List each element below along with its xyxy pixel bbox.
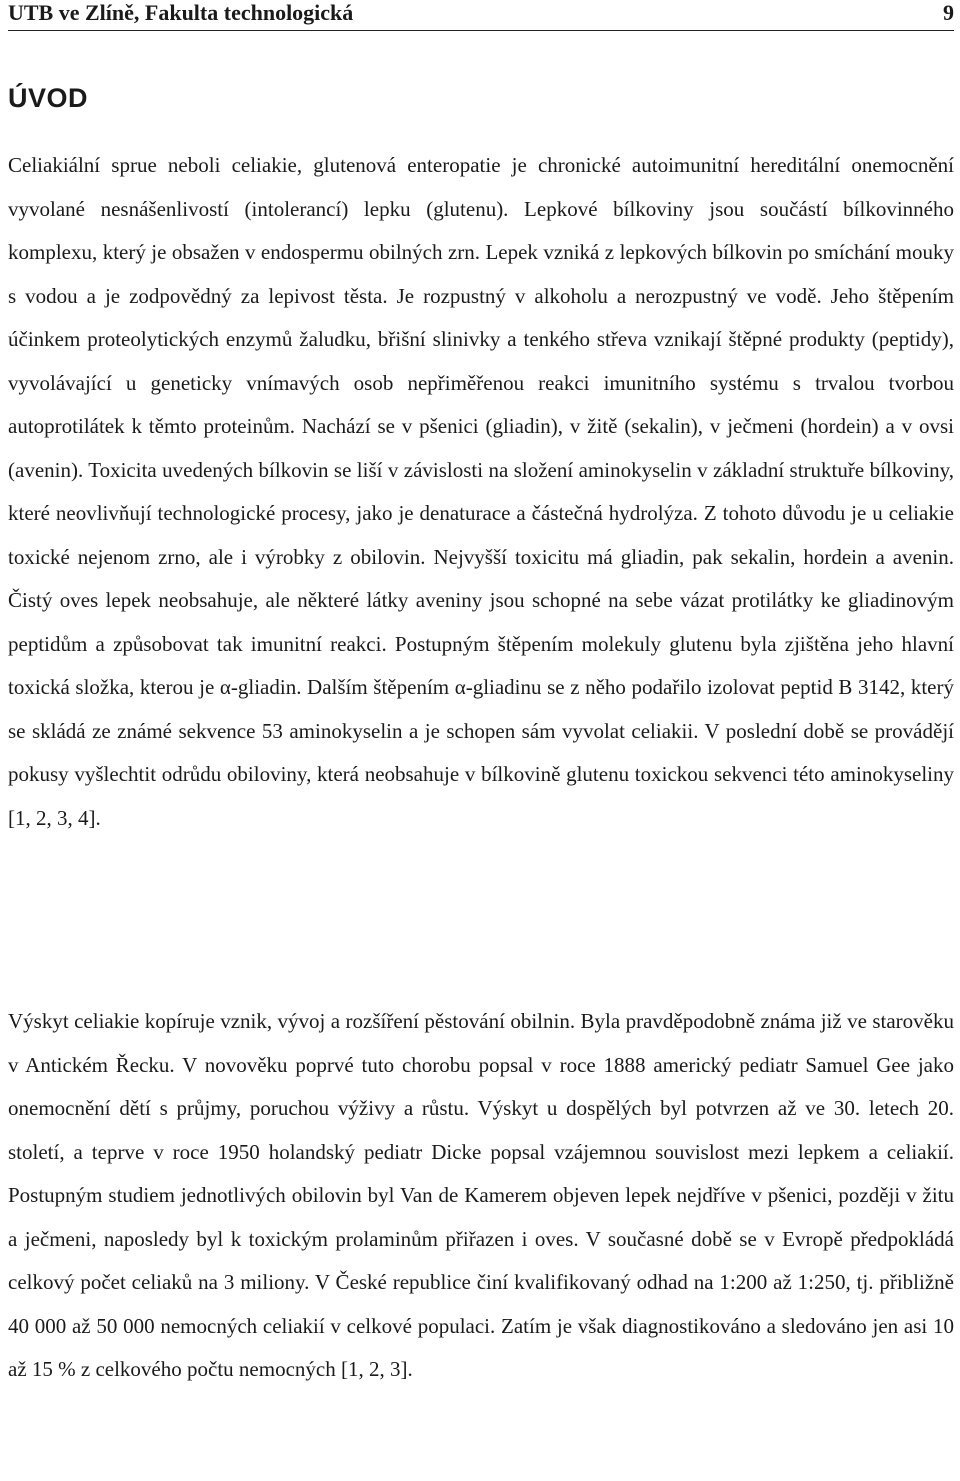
running-header [8, 0, 954, 31]
paragraph-history: Výskyt celiakie kopíruje vznik, vývoj a rozšíření pěstování obilnin. Byla pravděpodobně známa již ve starověku v Antickém Řecku. V novověku poprvé tuto chorobu popsal v roce 1888 americký pediatr Samuel Gee jako onemocnění dětí s průjmy, poruchou výživy a růstu. Výskyt u dospělých byl potvrzen až ve 30. letech 20. století, a teprve v roce 1950 holandský pediatr Dicke popsal vzájemnou souvislost mezi lepkem a celiakií. Postupným studiem jednotlivých obilovin byl Van de Kamerem objeven lepek nejdříve v pšenici, později v žitu a ječmeni, naposledy byl k toxickým prolaminům přiřazen i oves. V současné době se v Evropě předpokládá celkový počet celiaků na 3 miliony. V České republice činí kvalifikovaný odhad na 1:200 až 1:250, tj. přibližně 40 000 až 50 000 nemocných celiakií v celkové populaci. Zatím je však diagnostikováno a sledováno jen asi 10 až 15 % z celkového počtu nemocných [1, 2, 3]. [8, 1009, 954, 1381]
paragraph-introduction: Celiakiální sprue neboli celiakie, glutenová enteropatie je chronické autoimunitní hereditální onemocnění vyvolané nesnášenlivostí (intolerancí) lepku (glutenu). Lepkové bílkoviny jsou součástí bílkovinného komplexu, který je obsažen v endospermu obilných zrn. Lepek vzniká z lepkových bílkovin po smíchání mouky s vodou a je zodpovědný za lepivost těsta. Je rozpustný v alkoholu a nerozpustný ve vodě. Jeho štěpením účinkem proteolytických enzymů žaludku, břišní slinivky a tenkého střeva vznikají štěpné produkty (peptidy), vyvolávající u geneticky vnímavých osob nepřiměřenou reakci imunitního systému s trvalou tvorbou autoprotilátek k těmto proteinům. Nachází se v pšenici (gliadin), v žitě (sekalin), v ječmeni (hordein) a v ovsi (avenin). Toxicita uvedených bílkovin se liší v závislosti na složení aminokyselin v základní struktuře bílkoviny, které neovlivňují technologické procesy, jako je denaturace a částečná hydrolýza. Z tohoto důvodu je u celiakie toxické nejenom zrno, ale i výrobky z obilovin. Nejvyšší toxicitu má gliadin, pak sekalin, hordein a avenin. Čistý oves lepek neobsahuje, ale některé látky aveniny jsou schopné na sebe vázat protilátky ke gliadinovým peptidům a způsobovat tak imunitní reakci. Postupným štěpením molekuly glutenu byla zjištěna jeho hlavní toxická složka, kterou je α-gliadin. Dalším štěpením α-gliadinu se z něho podařilo izolovat peptid B 3142, který se skládá ze známé sekvence 53 aminokyselin a je schopen sám vyvolat celiakii. V poslední době se provádějí pokusy vyšlechtit odrůdu obiloviny, která neobsahuje v bílkovině glutenu toxickou sekvenci této aminokyseliny [1, 2, 3, 4]. [8, 153, 954, 830]
header-institution: UTB ve Zlíně, Fakulta technologická [8, 0, 354, 25]
chapter-title: ÚVOD [8, 83, 89, 113]
page-number: 9 [943, 0, 954, 25]
